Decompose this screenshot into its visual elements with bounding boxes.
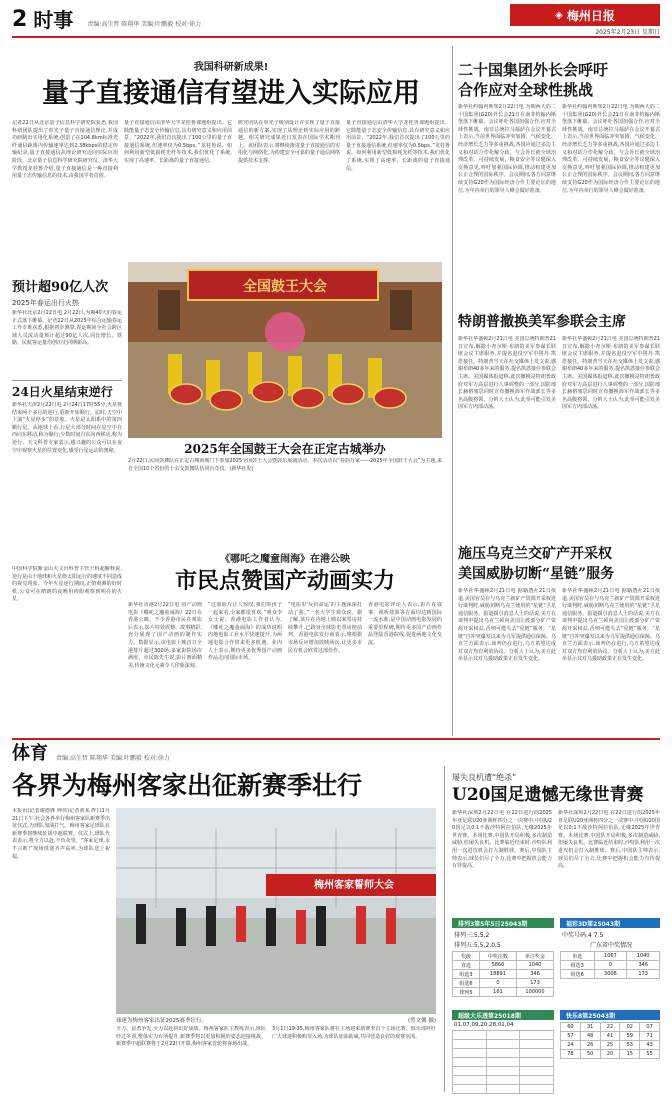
hakka-headline: 各界为梅州客家出征新赛季壮行 (12, 771, 363, 800)
u20-kicker: 屡失良机遭“绝杀” (452, 773, 517, 782)
table-cell: 57 (561, 1032, 581, 1041)
drum-caption-title: 2025年全国鼓王大会在正定古城举办 (184, 442, 386, 456)
table-cell (486, 1076, 520, 1085)
u20-body-col2: 新华社深圳2月22日电 在22日进行的2025年亚足联U20亚洲杯四分之一决赛中,中国U20国足以0:1不敌沙特阿拉伯队,无缘2025年世青赛。本场比赛,中国队开局积极,多次制造威胁,但屡失良机。比赛临近结束时,沙特队利用一次进攻机会打入制胜球。赛后,中国队主帅表示,球员们尽了全力,比赛中把握机会能力有待提高。 (558, 810, 660, 870)
hakka-photo (116, 808, 436, 1014)
table-cell (486, 1049, 520, 1058)
trips-body: 新华社北京2月22日电 2月22日,为期40天的春运正式落下帷幕。记者22日从2025年综合运输春运工作专班获悉,根据初步测算,春运期间全社会跨区域人员流动量预计超过90亿人次,同比增长。铁路、民航客运量均创历史同期新高。 (12, 310, 122, 347)
table-cell: 组选3 (453, 970, 480, 979)
editors-line: 责编:高生哲 陈翔华 美编:叶鹏毅 校对:徐力 (87, 21, 202, 28)
drum-photo-banner: 全国鼓王大会 (243, 279, 327, 295)
table-cell: 25 (600, 1041, 620, 1050)
ukraine-body-col1: 新华社华盛顿2月21日电 据路透社21日报道,美国官员在与乌克兰就矿产资源开采权进行谈判时,威胁切断乌克兰使用的“星链”卫星通信服务。报道援引消息人士的话说,美方在谈判中提出乌克兰须向美国让渡部分矿产资源开采权益,否则可能失去“星链”服务。“星链”自冲突爆发以来为乌军提供通信保障。乌克兰方面表示,谈判仍在进行,乌方希望达成对双方均有利的协议。分析人士认为,美方此举显示其对乌援助政策正在发生变化。 (458, 588, 556, 663)
table-row (453, 1067, 554, 1076)
table-cell: 1067 (594, 952, 627, 961)
lottery-p3-row2: 排列五:5,5,2,0,5 (454, 942, 501, 949)
table-cell (453, 1085, 487, 1094)
table-cell: 59 (620, 1032, 640, 1041)
table-row (453, 970, 554, 979)
table-cell: 5860 (479, 961, 516, 970)
table-cell: 1040 (516, 961, 553, 970)
table-cell: 3006 (594, 970, 627, 979)
g20-headline-line2: 合作应对全球性挑战 (458, 81, 594, 99)
table-cell: 组选3 (561, 961, 595, 970)
paper-name: 梅州日报 (566, 8, 615, 23)
table-row (561, 1023, 660, 1032)
table-cell: 55 (640, 1050, 660, 1059)
table-row (453, 952, 554, 961)
asteroid-body-2: 中国科学院紫金山天文台科普主管王科超解释说,逆行是由于地球和火星绕太阳运行的速度不同造成的视觉现象。今年火星逆行期间,正值观测的好时机,公众可在晴朗的夜晚用肉眼观察到明亮的火星。 (12, 566, 122, 603)
table-row (453, 1031, 554, 1040)
lottery-kl8-title: 快乐8第25043期 (560, 1010, 660, 1020)
header-rule (12, 36, 660, 38)
film-body-col1: 新华社香港2月22日电 国产动画电影《哪吒之魔童闹海》22日在香港公映。不少香港市民在观影后表示,影片特效震撼、故事精彩,充分展现了国产动画的制作实力。数据显示,该电影上映首日全港排片超过300场,多家影院场次满座。市民陈先生说,影片画面精美,传统文化元素令人印象深刻。 (128, 602, 202, 669)
lottery-fc3d-title: 福彩3D第25043期 (560, 918, 660, 928)
sports-section-title: 体育 (12, 743, 48, 764)
table-cell (453, 1076, 487, 1085)
lottery-p3 (452, 918, 554, 997)
table-cell (486, 1031, 520, 1040)
table-row (453, 1040, 554, 1049)
hakka-body-col2: 全力、奋勇争先,全力以赴拼出好成绩。梅州客家队主教练表示,球队经过冬训,整体实力有所提升,新赛季将以更加积极的姿态迎接挑战。新赛季中超联赛将于2月22日开幕,梅州客家首轮将客场出战。 (116, 1026, 266, 1048)
table-cell: 71 (640, 1032, 660, 1041)
quantum-body-col2: 量子直接通信由清华大学龙桂鲁课题组提出。它除能量子态安全传输信息,具有研究意义和应用前景。“2022年,我们首次提出了100公里的量子直接通信系统,但速率仅为0.5bps。”龙桂鲁说。如何利用新型低损耗光纤等技术,我们优化了系统,实现了高速率、长距离的量子直接通信。 (124, 120, 232, 164)
table-cell: 26 (580, 1041, 600, 1050)
table-cell: 中奖注数 (479, 952, 516, 961)
quantum-body-col3: 研究团队在单光子级别设计并实现了量子直接通信的新方案,实现了从理论到实际应用的跨越。相关研究成果近日发表在国际学术期刊上。该团队表示,将继续推进量子直接通信的实用化与网络化,为构建安全可靠的量子通信网络提供技术支撑。 (238, 120, 340, 164)
hakka-photo-caption: 球迷为梅州客家出征2025赛季壮行。 (116, 1018, 207, 1024)
table-row (561, 1032, 660, 1041)
paper-logo-icon: ◈ (555, 9, 563, 21)
table-row (453, 1058, 554, 1067)
sports-rule (12, 738, 660, 740)
lottery-kl8-grid (560, 1022, 660, 1059)
table-row (561, 952, 660, 961)
lottery-dlt-numbers: 01,07,09,20,28,01,04 (454, 1022, 514, 1028)
table-row (453, 961, 554, 970)
table-row (453, 1049, 554, 1058)
lottery-p3-row1: 排列三:5,5,2 (454, 932, 490, 939)
table-row (561, 961, 660, 970)
table-cell: 24 (561, 1041, 581, 1050)
table-cell: 100000 (516, 988, 553, 997)
table-row (561, 970, 660, 979)
g20-body-col1: 新华社约翰内斯堡2月22日电 为期两天的二十国集团(G20)外长会21日在南非约翰内斯堡落下帷幕。会议呼吁各国加强合作,应对全球性挑战。南非总统拉马福萨在会议开幕式上表示,当前世界面临冲突加剧、气候变化、经济增长乏力等多重挑战,各国应通过多边主义和对话合作化解分歧。与会外长就全球治理改革、可持续发展、粮食安全等议题深入交换意见,呼吁加强国际协调,推动构建更加公正合理的国际秩序。会议期间,各方同意继续支持G20作为国际经济合作主要论坛的地位,为年内举行的领导人峰会做好准备。 (458, 104, 556, 194)
table-cell (453, 1049, 487, 1058)
table-cell: 20 (600, 1050, 620, 1059)
g20-headline-line1: 二十国集团外长会呼吁 (458, 61, 609, 79)
table-cell: 60 (561, 1023, 581, 1032)
table-cell: 02 (620, 1023, 640, 1032)
hakka-photo-image (116, 808, 436, 1014)
lottery-p3-table (452, 951, 554, 997)
table-cell (520, 1031, 554, 1040)
hakka-photo-banner: 梅州客家誓师大会 (314, 880, 394, 891)
table-cell: 排列5 (453, 988, 480, 997)
table-cell: 组选6 (453, 979, 480, 988)
lottery-p3-title: 排列3第5年5日25043期 (452, 918, 554, 928)
hakka-body-col3: 3月1日19:35,梅州客家队将在主场迎来新赛季首个主场比赛。俱乐部呼吁广大球迷积极购票入场,为球队加油助威,共同营造良好的观赛氛围。 (272, 1026, 436, 1040)
ukraine-body-col2: 新华社华盛顿2月21日电 据路透社21日报道,美国官员在与乌克兰就矿产资源开采权进行谈判时,威胁切断乌克兰使用的“星链”卫星通信服务。报道援引消息人士的话说,美方在谈判中提出乌克兰须向美国让渡部分矿产资源开采权益,否则可能失去“星链”服务。“星链”自冲突爆发以来为乌军提供通信保障。乌克兰方面表示,谈判仍在进行,乌方希望达成对双方均有利的协议。分析人士认为,美方此举显示其对乌援助政策正在发生变化。 (562, 588, 660, 663)
table-cell: 1040 (627, 952, 660, 961)
trump-body-col2: 新华社华盛顿2月21日电 美国总统特朗普21日宣布,解除小查尔斯·布朗的美军参谋长联席会议主席职务,并提名退役空军中将丹·凯恩接任。特朗普当天在社交媒体上发文说,感谢布朗40多年来的服务,提名凯恩接任参联会主席。美国媒体报道称,此次撤换是特朗普政府对军方高层进行人事调整的一部分,国防部长赫格塞思同时宣布撤换海军作战部长等多名高级将领。分析人士认为,此举可能引发美国军方内部动荡。 (562, 336, 660, 411)
lottery-dlt (452, 1010, 554, 1094)
u20-body-col1: 新华社深圳2月22日电 在22日进行的2025年亚足联U20亚洲杯四分之一决赛中,中国U20国足以0:1不敌沙特阿拉伯队,无缘2025年世青赛。本场比赛,中国队开局积极,多次制造威胁,但屡失良机。比赛临近结束时,沙特队利用一次进攻机会打入制胜球。赛后,中国队主帅表示,球员们尽了全力,比赛中把握机会能力有待提高。 (452, 810, 552, 870)
sports-header (12, 742, 170, 766)
table-cell (453, 1040, 487, 1049)
section-title: 时事 (33, 8, 74, 32)
table-cell: 组选6 (561, 970, 595, 979)
table-row (561, 1041, 660, 1050)
page-header-left (12, 6, 201, 32)
film-kicker: 《哪吒之魔童闹海》在港公映 (220, 554, 350, 565)
table-cell: 173 (627, 970, 660, 979)
table-cell: 奖级 (453, 952, 480, 961)
table-cell (453, 1058, 487, 1067)
table-cell (453, 1031, 487, 1040)
issue-date: 2025年2月23日 星期日 (595, 29, 660, 36)
table-cell: 单选 (561, 952, 595, 961)
table-cell (520, 1049, 554, 1058)
g20-body-col2: 新华社约翰内斯堡2月22日电 为期两天的二十国集团(G20)外长会21日在南非约翰内斯堡落下帷幕。会议呼吁各国加强合作,应对全球性挑战。南非总统拉马福萨在会议开幕式上表示,当前世界面临冲突加剧、气候变化、经济增长乏力等多重挑战,各国应通过多边主义和对话合作化解分歧。与会外长就全球治理改革、可持续发展、粮食安全等议题深入交换意见,呼吁加强国际协调,推动构建更加公正合理的国际秩序。会议期间,各方同意继续支持G20作为国际经济合作主要论坛的地位,为年内举行的领导人峰会做好准备。 (562, 104, 660, 194)
u20-headline: U20国足遗憾无缘世青赛 (452, 785, 644, 805)
table-cell: 173 (516, 979, 553, 988)
divider (12, 380, 122, 381)
table-cell: 41 (600, 1032, 620, 1041)
table-row (453, 1076, 554, 1085)
lottery-fc3d (560, 918, 660, 979)
table-cell (486, 1058, 520, 1067)
table-cell (486, 1067, 520, 1076)
drum-photo (128, 262, 442, 438)
asteroid-body: 新华社天津2月22日电 2月24日17时55分,火星将结束两个多月的逆行,重新开始顺行。届时,天空中上演“火星停步”的景象。火星是太阳系中的第四颗行星。从地球上看,行星大部分时间在星空中自西向东移动,称为顺行;少数时间自东向西移动,称为逆行。天文科普专家表示,感兴趣的公众可以在夜空中观察火星的位置变化,感受行星运动的奥秘。 (12, 402, 122, 454)
table-cell: 22 (600, 1023, 620, 1032)
asteroid-headline: 24日火星结束逆行 (12, 385, 113, 399)
drum-caption-body: 2月22日,民间鼓舞队在正定古城南城门下参加2025全国鼓王大会暨鼓乐展演活动。本次活动以“春韵万家——2025年全国鼓王大会”为主题,来自全国10个省份的十余支鼓舞队伍同台竞技。(新华社发) (128, 458, 442, 472)
table-cell (453, 1067, 487, 1076)
table-cell: 18891 (479, 970, 516, 979)
column-divider (452, 46, 453, 736)
trump-headline: 特朗普撤换美军参联会主席 (458, 314, 626, 330)
trips-subhead: 2025年春运出行火热 (12, 299, 79, 307)
film-body-col2: “这部影片让人惊叹,我们带孩子一起来看,全家都很喜欢。”观众李女士说。香港电影工作者认为,《哪吒之魔童闹海》的成功说明内地电影工业水平快速提升,为两地电影合作带来更多机遇。业内人士表示,期待更多优秀国产动画作品走向国际市场。 (208, 602, 282, 662)
quantum-headline: 量子直接通信有望进入实际应用 (42, 78, 420, 109)
table-cell: 346 (627, 961, 660, 970)
trips-headline: 预计超90亿人次 (12, 280, 109, 295)
hakka-body-col1: 本报讯(记者谢德锋 钟伟)记者黄某 昨日1月21日下午,社会各界举行梅州客家队新赛季出征仪式,为球队加油打气。梅州客家足球队在新赛季将继续征战中超联赛。仪式上,球队代表表示,将全力以赴,不负众望。“客家足球,永不言败!”现场球迷齐声高呼,为球队送上祝福。 (12, 808, 110, 860)
film-headline: 市民点赞国产动画实力 (174, 568, 395, 594)
hakka-photo-credit: (曾文馨 摄) (407, 1018, 436, 1024)
table-cell: 0 (594, 961, 627, 970)
film-body-col4: 香港电影评论人表示,影片在叙事、视听效果等方面均达到国际一流水准,是中国动画电影发展的重要里程碑,期待更多国产动画作品登陆香港院线,促进两地文化交流。 (368, 602, 442, 646)
table-cell: 53 (620, 1041, 640, 1050)
lottery-fc3d-sub: 广东省中奖情况 (589, 942, 632, 949)
table-row (453, 979, 554, 988)
table-cell: 0 (479, 979, 516, 988)
table-cell: 单注奖金 (516, 952, 553, 961)
table-row (561, 1050, 660, 1059)
lottery-fc3d-line1: 中奖号码:4 7 5 (562, 932, 604, 939)
quantum-kicker: 我国科研新成果! (193, 62, 269, 73)
ukraine-headline-line2: 美国威胁切断“星链”服务 (458, 566, 615, 582)
table-cell: 15 (620, 1050, 640, 1059)
table-cell (486, 1040, 520, 1049)
table-cell (520, 1058, 554, 1067)
table-cell (486, 1085, 520, 1094)
lottery-dlt-table (452, 1030, 554, 1094)
page-number: 2 (12, 7, 28, 32)
table-cell (520, 1076, 554, 1085)
table-cell: 161 (479, 988, 516, 997)
table-cell (520, 1067, 554, 1076)
table-row (453, 1085, 554, 1094)
ukraine-headline-line1: 施压乌克兰交矿产开采权 (458, 546, 612, 562)
trump-body-col1: 新华社华盛顿2月21日电 美国总统特朗普21日宣布,解除小查尔斯·布朗的美军参谋长联席会议主席职务,并提名退役空军中将丹·凯恩接任。特朗普当天在社交媒体上发文说,感谢布朗40多年来的服务,提名凯恩接任参联会主席。美国媒体报道称,此次撤换是特朗普政府对军方高层进行人事调整的一部分,国防部长赫格塞思同时宣布撤换海军作战部长等多名高级将领。分析人士认为,此举可能引发美国军方内部动荡。 (458, 336, 556, 411)
table-cell (520, 1040, 554, 1049)
table-row (453, 988, 554, 997)
table-cell: 48 (580, 1032, 600, 1041)
lottery-fc3d-table (560, 951, 660, 979)
paper-brand (510, 4, 660, 26)
quantum-body-col4: 量子直接通信由清华大学龙桂鲁课题组提出。它除能量子态安全传输信息,具有研究意义和应用前景。“2022年,我们首次提出了100公里的量子直接通信系统,但速率仅为0.5bps。”龙桂鲁说。如何利用新型低损耗光纤等技术,我们优化了系统,实现了高速率、长距离的量子直接通信。 (346, 120, 450, 172)
sports-column-divider (444, 766, 445, 1092)
film-body-col3: “电影里‘反抗命运’的主题深深打动了我。”一名大学生观众说。据了解,该片在内地上映以来票房持续攀升,已跻身全球影史票房榜前列。香港电影发行商表示,将根据市场反应增加放映场次,让更多市民有机会欣赏这部佳作。 (288, 602, 362, 654)
table-cell: 43 (640, 1041, 660, 1050)
sports-editors: 责编:高生哲 陈翔华 美编:叶鹏毅 校对:徐力 (56, 755, 170, 762)
table-cell: 31 (580, 1023, 600, 1032)
table-cell: 78 (561, 1050, 581, 1059)
lottery-dlt-title: 超级大乐透第25018期 (452, 1010, 554, 1020)
table-cell: 直选 (453, 961, 480, 970)
table-cell: 07 (640, 1023, 660, 1032)
table-cell (520, 1085, 554, 1094)
quantum-body-col1: 记者22日从北京量子信息科学研究院获悉,我国科研团队提出了单光子量子直接通信理论,并成功研制出实用化系统,创造了在104.8km标准光纤通信距离内传输速率达到2.38kbps的稳定传输纪录,量子直接通信从理论研究迈向实际应用阶段。北京量子信息科学研究院研究员、清华大学教授龙桂鲁介绍,量子直接通信是一种直接利用量子态传输信息的技术,由我国学者首创。 (12, 120, 118, 180)
table-cell: 50 (580, 1050, 600, 1059)
table-cell: 346 (516, 970, 553, 979)
lottery-kl8 (560, 1010, 660, 1059)
